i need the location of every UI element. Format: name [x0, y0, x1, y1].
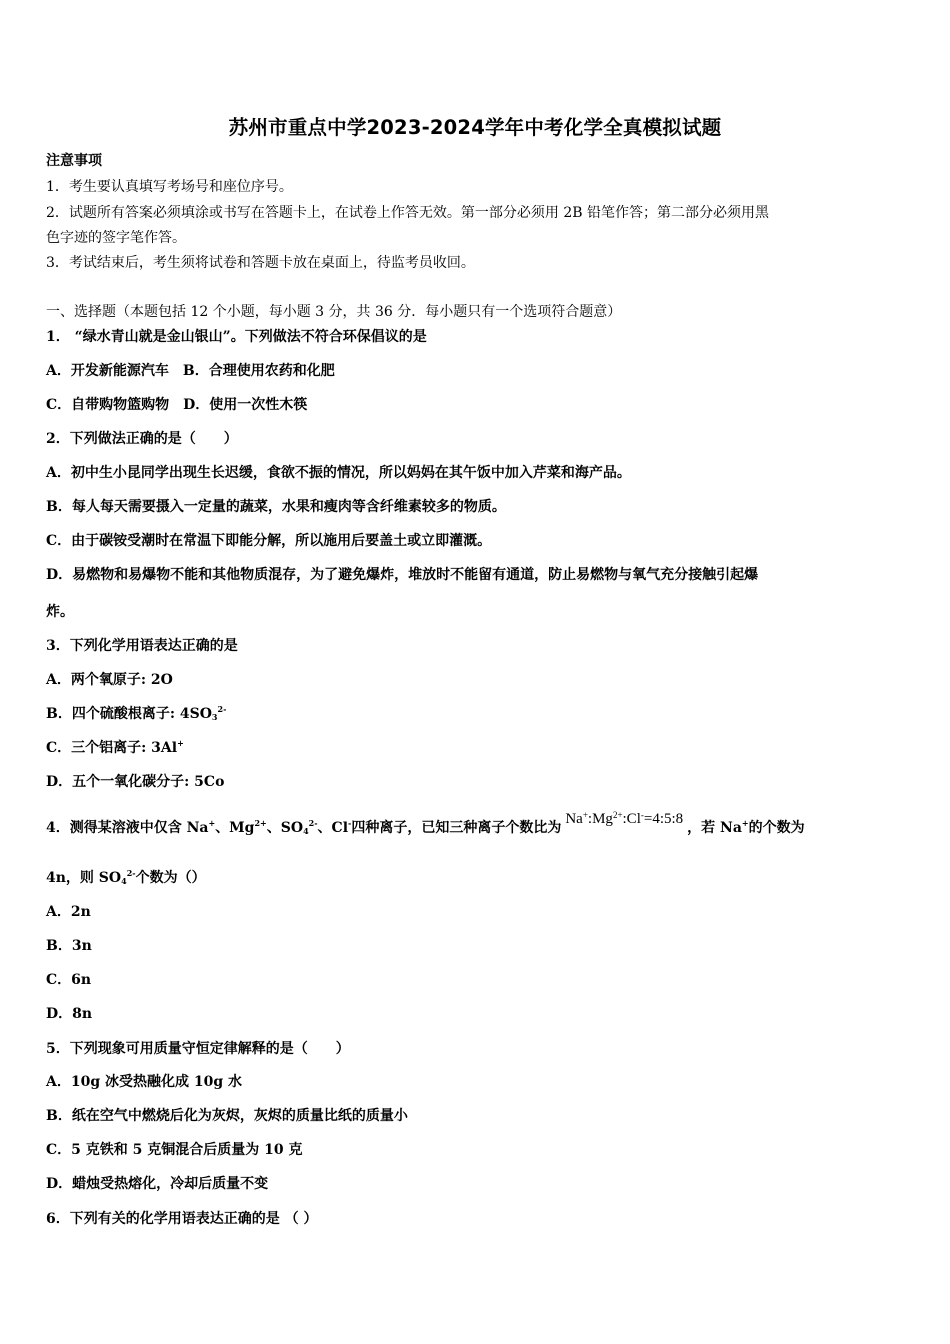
notice-item-1: 1．考生要认真填写考场号和座位序号。 [46, 179, 293, 195]
q4-text-1: 4．测得某溶液中仅含 Na [46, 820, 209, 836]
q2-option-b: B．每人每天需要摄入一定量的蔬菜，水果和瘦肉等含纤维素较多的物质。 [46, 499, 506, 515]
q4-ratio-na: Na [565, 811, 583, 827]
notice-item-2-cont: 色字迹的签字笔作答。 [46, 230, 186, 246]
q3-option-d: D．五个一氧化碳分子: 5Co [46, 774, 225, 790]
q5-stem: 5．下列现象可用质量守恒定律解释的是（ ） [46, 1041, 350, 1057]
q4-na-charge: + [208, 818, 216, 828]
q4-ratio-cl-charge: - [640, 810, 644, 820]
q5-option-d: D．蜡烛受热熔化，冷却后质量不变 [46, 1176, 269, 1192]
q4-ratio-na-charge: + [582, 810, 588, 820]
q4-ratio-mg: :Mg [587, 811, 613, 827]
q2-option-c: C．由于碳铵受潮时在常温下即能分解，所以施用后要盖土或立即灌溉。 [46, 533, 492, 549]
notice-item-2: 2．试题所有答案必须填涂或书写在答题卡上，在试卷上作答无效。第一部分必须用 2B 铅笔作答；第二部分必须用黑 [46, 205, 769, 221]
q3-option-b [46, 705, 226, 723]
q4-text-4: 、Cl [317, 820, 349, 836]
q4-text-7: 的个数为 [748, 820, 805, 836]
q3-option-c-text: C．三个铝离子: 3Al [46, 740, 178, 756]
q4-line2-text: 4n，则 SO [46, 870, 122, 886]
q1-options-ab: A．开发新能源汽车 B．合理使用农药和化肥 [46, 363, 335, 379]
q4-ratio-mg-charge: 2+ [612, 810, 623, 820]
q4-so-charge: 2- [308, 818, 318, 828]
q4-mg-charge: 2+ [254, 818, 267, 828]
q4-option-d: D．8n [46, 1006, 93, 1022]
q5-option-b: B．纸在空气中燃烧后化为灰烬，灰烬的质量比纸的质量小 [46, 1108, 408, 1124]
q4-ratio-cl: :Cl [622, 811, 641, 827]
notice-item-3: 3．考试结束后，考生须将试卷和答题卡放在桌面上，待监考员收回。 [46, 255, 475, 271]
q4-text-6: ，若 Na [687, 820, 742, 836]
q4-line2-subscript: 4 [121, 876, 127, 886]
section-heading: 一、选择题（本题包括 12 个小题，每小题 3 分，共 36 分．每小题只有一个选项符合题意） [46, 304, 622, 320]
q5-option-c: C．5 克铁和 5 克铜混合后质量为 10 克 [46, 1142, 303, 1158]
q5-option-a: A．10g 冰受热融化成 10g 水 [46, 1074, 243, 1090]
q6-stem: 6．下列有关的化学用语表达正确的是 （ ） [46, 1211, 318, 1227]
q4-stem-line2 [46, 869, 206, 887]
q4-ratio-formula [565, 811, 683, 827]
q3-option-a: A．两个氧原子: 2O [46, 672, 173, 688]
q1-stem: 1． “绿水青山就是金山银山”。下列做法不符合环保倡议的是 [46, 329, 427, 345]
q4-cl-charge: - [348, 818, 352, 828]
q4-text-2: 、Mg [215, 820, 255, 836]
q4-ratio-values: =4:5:8 [643, 811, 684, 827]
q1-options-cd: C．自带购物篮购物 D．使用一次性木筷 [46, 397, 308, 413]
q4-so-subscript: 4 [303, 826, 309, 836]
q2-option-a: A．初中生小昆同学出现生长迟缓，食欲不振的情况，所以妈妈在其午饭中加入芹菜和海产品。 [46, 465, 631, 481]
q4-line2-charge: 2- [126, 868, 136, 878]
q4-line2-tail: 个数为（） [135, 870, 206, 886]
q4-option-a: A．2n [46, 904, 91, 920]
q2-stem: 2．下列做法正确的是（ ） [46, 431, 238, 447]
q2-option-d: D．易燃物和易爆物不能和其他物质混存，为了避免爆炸，堆放时不能留有通道，防止易燃物与氧气充分接触引起爆 [46, 567, 759, 583]
q2-option-d-cont: 炸。 [46, 604, 74, 620]
q4-text-5: 四种离子，已知三种离子个数比为 [351, 820, 562, 836]
q4-option-c: C．6n [46, 972, 92, 988]
q3-stem: 3．下列化学用语表达正确的是 [46, 638, 238, 654]
q4-na-charge-2: + [741, 818, 749, 828]
page-title: 苏州市重点中学2023-2024学年中考化学全真模拟试题 [228, 116, 722, 139]
q3-option-c [46, 739, 184, 757]
q3-option-b-text: B．四个硫酸根离子: 4SO [46, 706, 212, 722]
q4-option-b: B．3n [46, 938, 92, 954]
q4-text-3: 、SO [266, 820, 304, 836]
q3-b-superscript: 2- [217, 704, 227, 714]
q4-stem-line1 [46, 810, 805, 837]
notice-heading: 注意事项 [46, 153, 102, 169]
q3-b-subscript: 3 [211, 712, 218, 722]
q3-c-superscript: + [177, 738, 184, 748]
